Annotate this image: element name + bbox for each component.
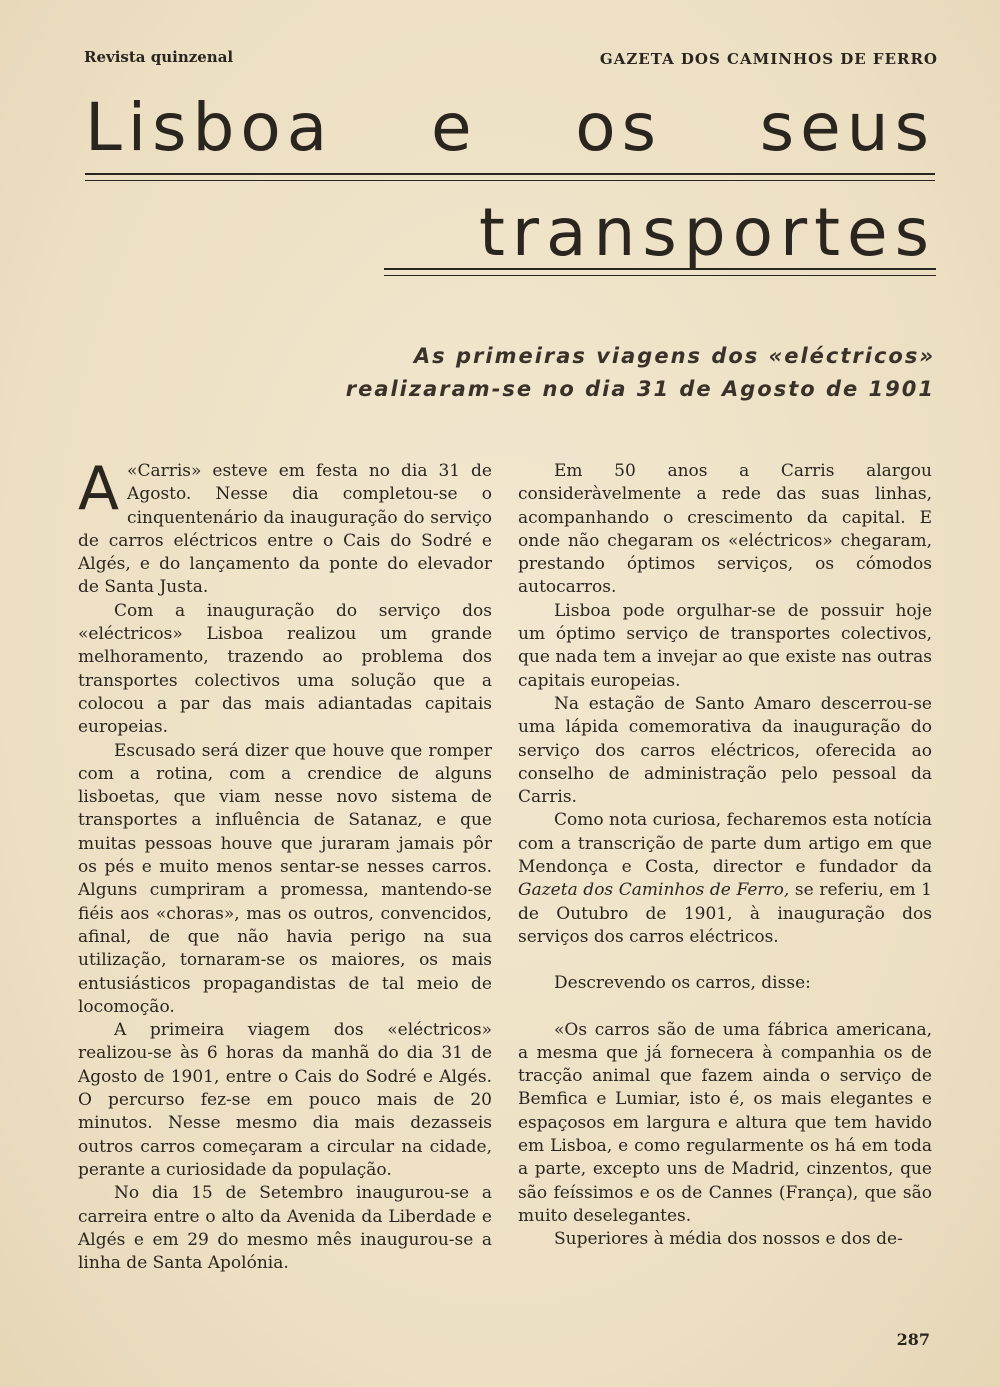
- publication-title: Gazeta dos Caminhos de Ferro,: [518, 880, 790, 901]
- article-title-line1: [85, 89, 935, 166]
- paragraph: Com a inauguração do serviço dos «eléctricos» Lisboa realizou um grande melhoramento, trazendo ao problema dos transportes colectivos uma solução que a colocou a par das mais adiantadas capitais europeias.: [78, 600, 492, 738]
- title-word: os: [575, 89, 663, 166]
- right-column: [518, 460, 932, 1252]
- page-number: 287: [896, 1330, 930, 1349]
- paragraph: Em 50 anos a Carris alargou consideràvelmente a rede das suas linhas, acompanhando o crescimento da capital. E onde não chegaram os «eléctricos» chegaram, prestando óptimos serviços, os cómodos autocarros.: [518, 461, 932, 598]
- drop-cap: A: [78, 454, 120, 524]
- spacer: [518, 996, 932, 1019]
- article-subtitle: [346, 340, 935, 406]
- running-header-right: GAZETA DOS CAMINHOS DE FERRO: [599, 50, 938, 68]
- paragraph-text: se referiu, em 1 de Outubro de 1901, à inauguração dos serviços dos carros eléctricos.: [518, 880, 932, 947]
- title-rule: [384, 268, 936, 276]
- paragraph: Superiores à média dos nossos e dos de-: [554, 1229, 903, 1250]
- paragraph: Escusado será dizer que houve que romper com a rotina, com a crendice de alguns lisboetas, que viam nesse novo sistema de transportes a influência de Satanaz, e que muitas pessoas houve que juraram jamais pôr os pés e muito menos sentar-se nesses carros. Alguns cumpriram a promessa, mantendo-se fiéis aos «choras», mas os outros, convencidos, afinal, de que não havia perigo na sua utilização, tornaram-se os maiores, os mais entusiásticos propagandistas de tal meio de locomoção.: [78, 740, 492, 1017]
- subtitle-line: As primeiras viagens dos «eléctricos»: [413, 344, 935, 368]
- left-column: [78, 454, 492, 1275]
- paragraph: «Os carros são de uma fábrica americana, a mesma que já fornecera à companhia os de tracção animal que fazem ainda o serviço de Bemfica e Lumiar, isto é, os mais elegantes e espaçosos em largura e altura que tem havido em Lisboa, e como regularmente os há em toda a parte, excepto uns de Madrid, cinzentos, que são feíssimos e os de Cannes (França), que são muito deselegantes.: [518, 1019, 932, 1226]
- paragraph: Descrevendo os carros, disse:: [554, 973, 811, 994]
- title-rule: [85, 173, 935, 181]
- paragraph: A primeira viagem dos «eléctricos» realizou-se às 6 horas da manhã do dia 31 de Agosto de 1901, entre o Cais do Sodré e Algés. O percurso fez-se em pouco mais de 20 minutos. Nesse mesmo dia mais dezasseis outros carros começaram a circular na cidade, perante a curiosidade da população.: [78, 1020, 492, 1180]
- title-word: seus: [759, 89, 935, 166]
- paragraph: Lisboa pode orgulhar-se de possuir hoje um óptimo serviço de transportes colectivos, que nada tem a invejar ao que existe nas outras capitais europeias.: [518, 600, 932, 691]
- paragraph: Na estação de Santo Amaro descerrou-se uma lápida comemorativa da inauguração do serviço dos carros eléctricos, oferecida ao conselho de administração pelo pessoal da Carris.: [518, 693, 932, 808]
- spacer: [518, 949, 932, 972]
- paragraph: [78, 454, 492, 600]
- paragraph: [518, 809, 932, 949]
- subtitle-line: realizaram-se no dia 31 de Agosto de 1901: [345, 377, 935, 401]
- paragraph-text: «Carris» esteve em festa no dia 31 de Agosto. Nesse dia completou-se o cinquentenário da inauguração do serviço de carros eléctricos entre o Cais do Sodré e Algés, e do lançamento da ponte do elevador de Santa Justa.: [78, 461, 492, 598]
- running-header-left: Revista quinzenal: [84, 48, 234, 66]
- paragraph-text: Como nota curiosa, fecharemos esta notícia com a transcrição de parte dum artigo em que Mendonça e Costa, director e fundador da: [518, 810, 932, 878]
- title-word: Lisboa: [85, 89, 334, 166]
- title-word: e: [430, 89, 478, 166]
- article-title-line2: transportes: [479, 194, 936, 271]
- paragraph: No dia 15 de Setembro inaugurou-se a carreira entre o alto da Avenida da Liberdade e Algés e em 29 do mesmo mês inaugurou-se a linha de Santa Apolónia.: [78, 1183, 492, 1274]
